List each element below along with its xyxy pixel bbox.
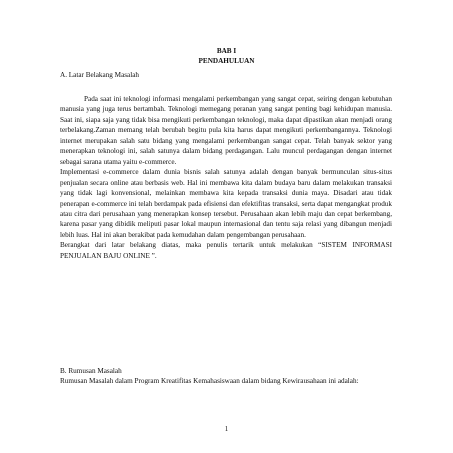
section-a-heading: A. Latar Belakang Masalah	[60, 71, 140, 79]
paragraph-problem-statement: Rumusan Masalah dalam Program Kreatifitas Kemahasiswaan dalam bidang Kewirausahaan ini adalah:	[60, 377, 359, 385]
paragraph-background-1: Pada saat ini teknologi informasi mengalami perkembangan yang sangat cepat, seiring dengan kebutuhan manusia yang juga terus bertambah. Teknologi memegang peranan yang sangat penting bagi kehidupan manusia. Saat ini, siapa saja yang tidak bisa mengikuti perkembangan teknologi, maka dapat dipastikan akan menjadi orang terbelakang.Zaman memang telah berubah begitu pula kita harus dapat mengikuti perkembangannya. Teknologi internet merupakan salah satu bidang yang mengalami perkembangan sangat cepat. Telah banyak sektor yang menerapkan teknologi ini, salah satunya dalam bidang perdagangan. Lalu muncul perdagangan dengan internet sebagai sarana utama yaitu e-commerce.	[60, 95, 392, 166]
paragraph-background-3: Berangkat dari latar belakang diatas, maka penulis tertarik untuk melakukan “SISTEM INFORMASI PENJUALAN BAJU ONLINE ”.	[60, 241, 392, 260]
paragraph-background-2: Implementasi e-commerce dalam dunia bisnis salah satunya adalah dengan banyak bermunculan situs-situs penjualan secara online atau berbasis web. Hal ini membawa kita dalam budaya baru dalam melakukan transaksi yang tidak lagi konvensional, melainkan membawa kita kepada transaksi dunia maya. Disadari atau tidak penerapan e-commerce ini telah berdampak pada efisiensi dan efektifitas transaksi, serta dapat mengangkat produk atau citra dari perusahaan yang menerapkan konsep tersebut. Perusahaan akan lebih maju dan cepat berkembang, karena pasar yang dibidik meliputi pasar lokal maupun internasional dan tentu saja relasi yang dibangun menjadi lebih luas. Hal ini akan berakibat pada kemudahan dalam pengembangan perusahaan.	[60, 168, 392, 239]
chapter-title: PENDAHULUAN	[198, 57, 255, 65]
page-number: 1	[224, 425, 229, 433]
section-b-heading: B. Rumusan Masalah	[60, 367, 122, 375]
section-a-body	[60, 94, 392, 261]
section-b-body	[60, 376, 392, 386]
chapter-number: BAB I	[216, 47, 237, 55]
